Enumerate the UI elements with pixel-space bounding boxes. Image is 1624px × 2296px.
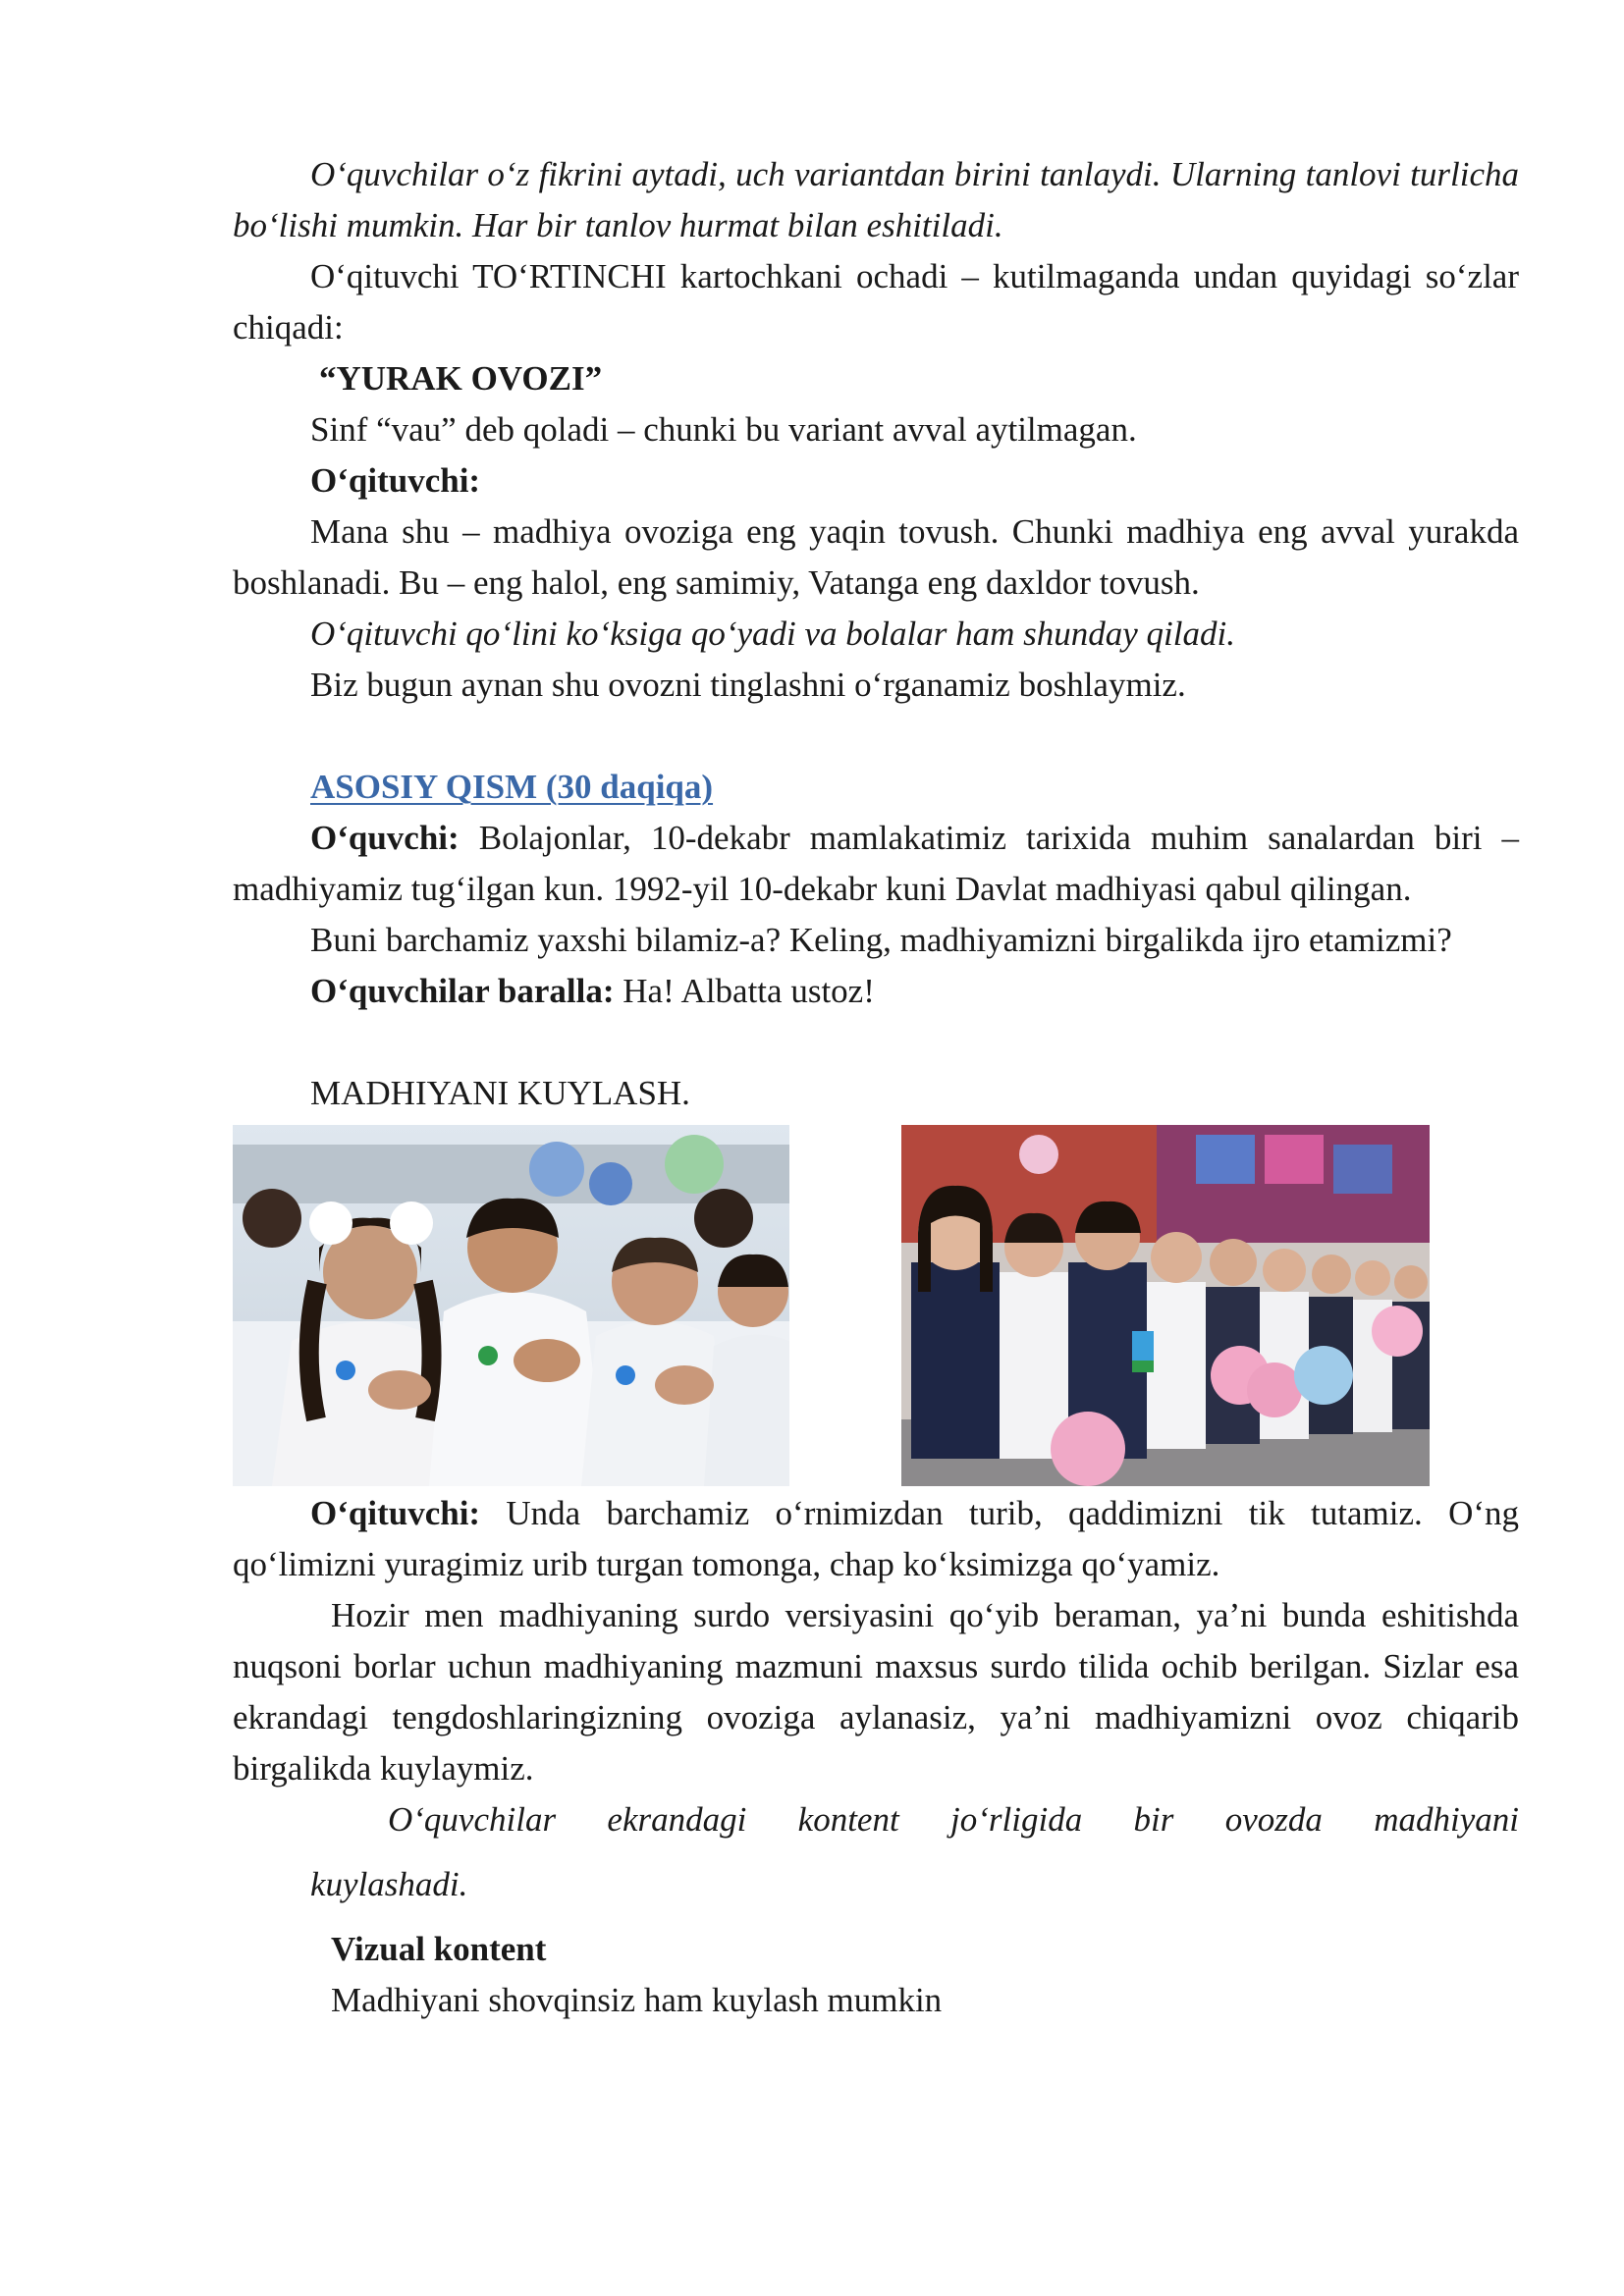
paragraph-class-reaction: Sinf “vau” deb qoladi – chunki bu variant avval aytilmagan.	[310, 410, 1137, 449]
paragraph-students-choice: O‘quvchilar o‘z fikrini aytadi, uch variantdan birini tanlaydi. Ularning tanlovi turlicha bo‘lishi mumkin. Har bir tanlov hurmat bilan eshitiladi.	[233, 155, 1519, 244]
paragraph-listen-voice: Biz bugun aynan shu ovozni tinglashni o‘rganamiz boshlaymiz.	[310, 666, 1186, 704]
paragraph-teacher-speech: Mana shu – madhiya ovoziga eng yaqin tovush. Chunki madhiya eng avval yurakda boshlanadi. Bu – eng halol, eng samimiy, Vatanga eng daxldor tovush.	[233, 512, 1519, 602]
paragraph-question: Buni barchamiz yaxshi bilamiz-a? Keling, madhiyamizni birgalikda ijro etamizmi?	[310, 921, 1452, 959]
photo-children-singing-closeup	[233, 1125, 789, 1486]
paragraph-sing-anthem: MADHIYANI KUYLASH.	[310, 1074, 690, 1112]
photo-row	[233, 1125, 1519, 1486]
visual-content-block	[233, 1924, 1519, 2026]
section-heading-link[interactable]: ASOSIY QISM (30 daqiqa)	[310, 768, 714, 806]
paragraph-student-intro	[233, 813, 1519, 915]
speaker-label-students: O‘quvchilar baralla:	[310, 972, 615, 1010]
visual-content-text: Madhiyani shovqinsiz ham kuylash mumkin	[331, 1981, 943, 2019]
section-heading-wrapper	[233, 762, 1519, 813]
document-body	[233, 149, 1519, 2026]
visual-content-heading: Vizual kontent	[331, 1930, 547, 1968]
paragraph-fourth-card: O‘qituvchi TO‘RTINCHI kartochkani ochadi – kutilmaganda undan quyidagi so‘zlar chiqadi:	[233, 257, 1519, 347]
students-answer-text: Ha! Albatta ustoz!	[623, 972, 875, 1010]
paragraph-students-sing-line1: O‘quvchilar ekrandagi kontent jo‘rligida bir ovozda madhiyani	[388, 1800, 1519, 1839]
speaker-label-teacher: O‘qituvchi:	[310, 461, 481, 500]
paragraph-students-answer	[233, 966, 1519, 1017]
paragraph-teacher-instruction	[233, 1488, 1519, 1590]
speaker-label-student: O‘quvchi:	[310, 819, 460, 857]
paragraph-surdo-version: Hozir men madhiyaning surdo versiyasini qo‘yib beraman, ya’ni bunda eshitishda nuqsoni borlar uchun madhiyaning mazmuni maxsus surdo tilida ochib berilgan. Sizlar esa ekrandagi tengdoshlaringizning ovoziga aylanasiz, ya’ni madhiyamizni ovoz chiqarib birgalikda kuylaymiz.	[233, 1596, 1519, 1788]
card-phrase-yurak-ovozi: “YURAK OVOZI”	[319, 359, 603, 398]
teacher-instruction-text: Unda barchamiz o‘rnimizdan turib, qaddimizni tik tutamiz. O‘ng qo‘limizni yuragimiz urib turgan tomonga, chap ko‘ksimizga qo‘yamiz.	[233, 1494, 1520, 1583]
paragraph-students-sing-line2: kuylashadi.	[310, 1865, 468, 1903]
speaker-label-teacher-2: O‘qituvchi:	[310, 1494, 481, 1532]
photo-students-line-balloons	[901, 1125, 1430, 1486]
paragraph-hand-on-chest: O‘qituvchi qo‘lini ko‘ksiga qo‘yadi va bolalar ham shunday qiladi.	[310, 614, 1235, 653]
student-intro-text: Bolajonlar, 10-dekabr mamlakatimiz tarixida muhim sanalardan biri – madhiyamiz tug‘ilgan kun. 1992-yil 10-dekabr kuni Davlat madhiyasi qabul qilingan.	[233, 819, 1519, 908]
